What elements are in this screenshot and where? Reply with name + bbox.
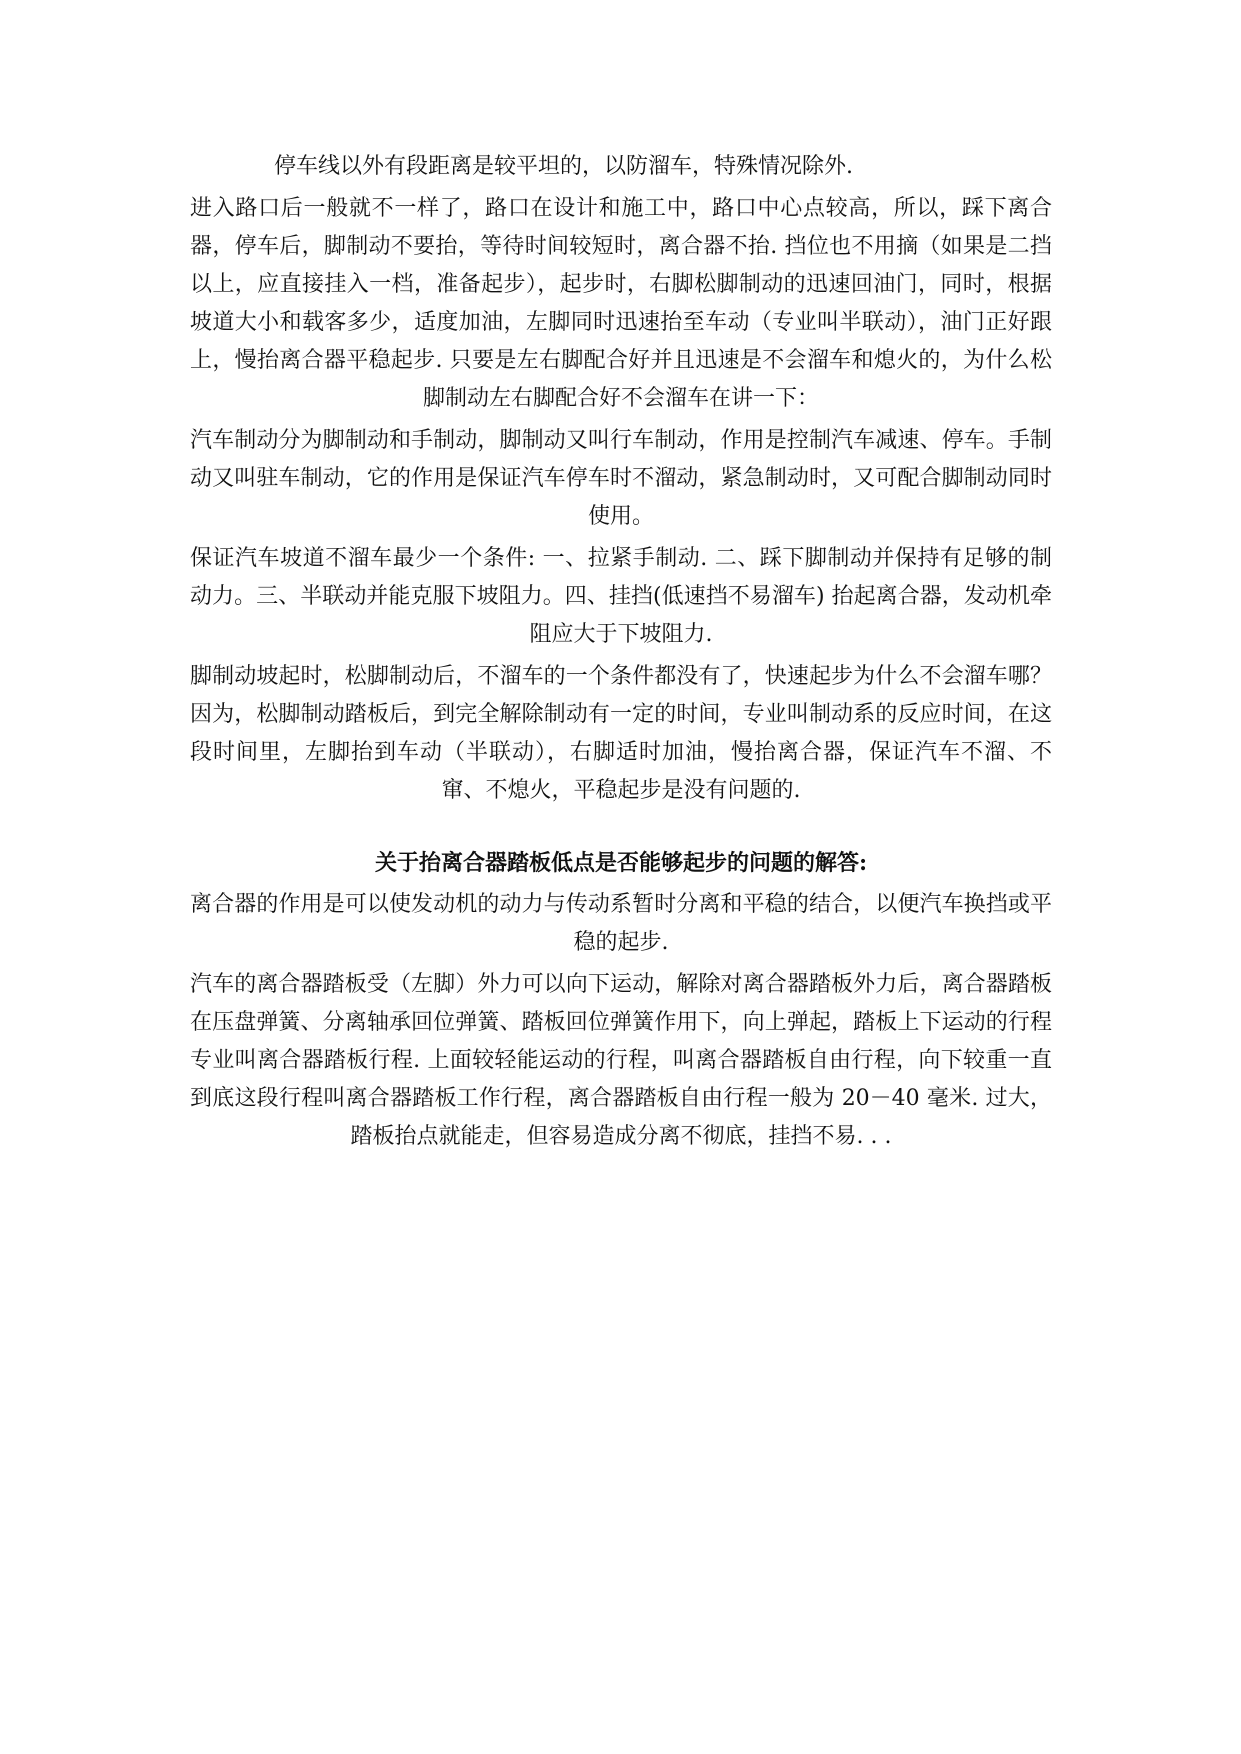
paragraph-brake-reaction-time: 脚制动坡起时，松脚制动后，不溜车的一个条件都没有了，快速起步为什么不会溜车哪？因为，松脚制动踏板后，到完全解除制动有一定的时间，专业叫制动系的反应时间，在这段时间里，左脚抬到车动（半联动），右脚适时加油，慢抬离合器，保证汽车不溜、不窜、不熄火，平稳起步是没有问题的. bbox=[190, 664, 1052, 803]
paragraph-clutch-function: 离合器的作用是可以使发动机的动力与传动系暂时分离和平稳的结合，以便汽车换挡或平稳的起步. bbox=[190, 892, 1052, 955]
section-heading-clutch: 关于抬离合器踏板低点是否能够起步的问题的解答: bbox=[374, 850, 868, 876]
paragraph-intersection-start: 进入路口后一般就不一样了，路口在设计和施工中，路口中心点较高，所以，踩下离合器，停车后，脚制动不要抬，等待时间较短时，离合器不抬. 挡位也不用摘（如果是二挡以上，应直接挂入一档，准备起步），起步时，右脚松脚制动的迅速回油门，同时，根据坡道大小和载客多少，适度加油，左脚同时迅速抬至车动（专业叫半联动），油门正好跟上，慢抬离合器平稳起步. 只要是左右脚配合好并且迅速是不会溜车和熄火的，为什么松脚制动左右脚配合好不会溜车在讲一下： bbox=[190, 196, 1052, 411]
paragraph-no-rollback-conditions: 保证汽车坡道不溜车最少一个条件: 一、拉紧手制动. 二、踩下脚制动并保持有足够的制动力。三、半联动并能克服下坡阻力。四、挂挡(低速挡不易溜车) 抬起离合器，发动机牵阻应大于下坡阻力. bbox=[190, 546, 1052, 647]
paragraph-stop-line: 停车线以外有段距离是较平坦的，以防溜车，特殊情况除外. bbox=[274, 154, 853, 179]
document-body bbox=[190, 148, 1052, 1160]
paragraph-clutch-pedal-travel: 汽车的离合器踏板受（左脚）外力可以向下运动，解除对离合器踏板外力后，离合器踏板在压盘弹簧、分离轴承回位弹簧、踏板回位弹簧作用下，向上弹起，踏板上下运动的行程专业叫离合器踏板行程. 上面较轻能运动的行程，叫离合器踏板自由行程，向下较重一直到底这段行程叫离合器踏板工作行程，离合器踏板自由行程一般为 20－40 毫米. 过大，踏板抬点就能走，但容易造成分离不彻底，挂挡不易. . . bbox=[190, 972, 1052, 1149]
paragraph-brake-types: 汽车制动分为脚制动和手制动，脚制动又叫行车制动，作用是控制汽车减速、停车。手制动又叫驻车制动，它的作用是保证汽车停车时不溜动，紧急制动时，又可配合脚制动同时使用。 bbox=[190, 428, 1052, 529]
